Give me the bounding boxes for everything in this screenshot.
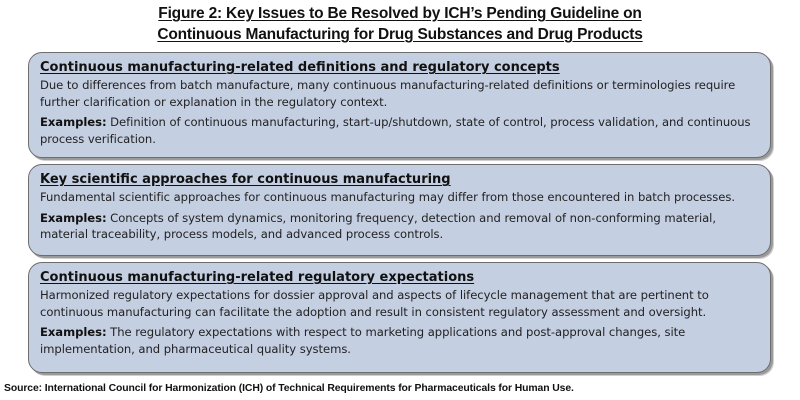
issue-box-scientific-approaches [28,164,771,256]
box-heading: Continuous manufacturing-related regulatory expectations [40,270,475,285]
issue-box-regulatory-expectations [28,262,771,373]
box-description: Harmonized regulatory expectations for dossier approval and aspects of lifecycle management that are pertinent to continuous manufacturing can facilitate the adoption and result in consistent regulatory assessment and oversight. [40,288,709,319]
figure-title-line-2: Continuous Manufacturing for Drug Substances and Drug Products [157,26,643,43]
box-description: Due to differences from batch manufacture, many continuous manufacturing-related definitions or terminologies require further clarification or explanation in the regulatory context. [40,78,736,109]
issue-box-definitions [28,52,771,158]
examples-text: Definition of continuous manufacturing, start-up/shutdown, state of control, process validation, and continuous process verification. [40,115,751,146]
source-note: Source: International Council for Harmonization (ICH) of Technical Requirements for Pharmaceuticals for Human Use. [4,383,574,394]
examples-text: Concepts of system dynamics, monitoring frequency, detection and removal of non-conforming material, material traceability, process models, and advanced process controls. [40,210,716,241]
examples-text: The regulatory expectations with respect to marketing applications and post-approval changes, site implementation, and pharmaceutical quality systems. [40,325,686,356]
box-examples [40,210,760,243]
examples-label: Examples: [40,210,107,225]
figure-title [0,3,800,45]
examples-label: Examples: [40,115,107,129]
box-examples [40,324,760,357]
examples-label: Examples: [40,325,107,339]
box-heading: Continuous manufacturing-related definitions and regulatory concepts [40,60,560,75]
box-examples [40,114,760,147]
box-description: Fundamental scientific approaches for continuous manufacturing may differ from those encountered in batch processes. [40,190,735,204]
box-heading: Key scientific approaches for continuous manufacturing [40,172,451,187]
figure-title-line-1: Figure 2: Key Issues to Be Resolved by ICH’s Pending Guideline on [158,5,642,22]
